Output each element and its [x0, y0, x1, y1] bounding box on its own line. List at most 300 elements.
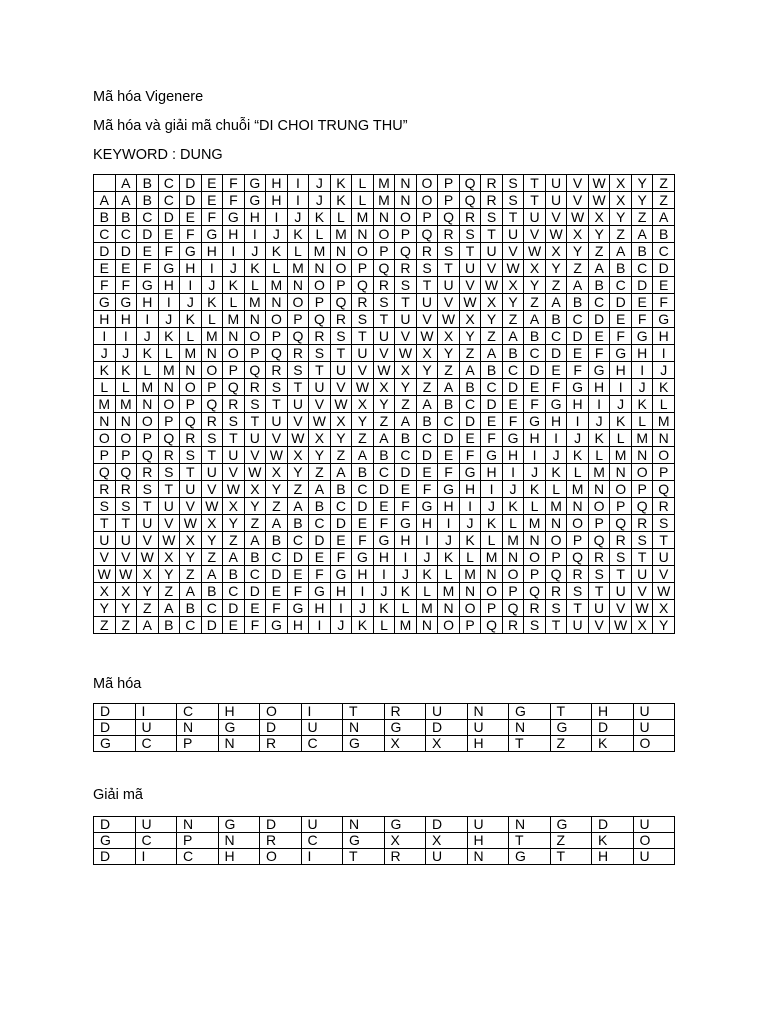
table-cell: Z — [158, 583, 180, 600]
table-cell: G — [395, 515, 417, 532]
table-row — [94, 617, 675, 634]
column-header-cell: K — [330, 175, 352, 192]
table-cell: P — [177, 736, 219, 752]
table-cell: X — [309, 430, 331, 447]
table-cell: D — [201, 617, 223, 634]
table-cell: K — [545, 464, 567, 481]
table-cell: M — [309, 243, 331, 260]
table-cell: Z — [459, 345, 481, 362]
table-cell: V — [373, 345, 395, 362]
table-cell: D — [260, 720, 302, 736]
table-cell: X — [524, 260, 546, 277]
column-header-cell: M — [373, 175, 395, 192]
table-cell: K — [653, 379, 675, 396]
table-cell: T — [115, 515, 137, 532]
table-cell: A — [567, 277, 589, 294]
table-cell: W — [287, 430, 309, 447]
table-row — [94, 277, 675, 294]
table-cell: P — [223, 362, 245, 379]
table-cell: S — [115, 498, 137, 515]
table-cell: C — [330, 498, 352, 515]
table-cell: M — [438, 583, 460, 600]
table-cell: J — [223, 260, 245, 277]
table-cell: R — [631, 515, 653, 532]
table-cell: K — [395, 583, 417, 600]
table-cell: S — [653, 515, 675, 532]
table-cell: Y — [653, 617, 675, 634]
table-cell: U — [567, 617, 589, 634]
table-cell: H — [610, 362, 632, 379]
table-cell: G — [352, 549, 374, 566]
table-cell: R — [459, 209, 481, 226]
table-cell: E — [352, 515, 374, 532]
table-cell: F — [201, 209, 223, 226]
column-header-cell: F — [223, 175, 245, 192]
table-cell: K — [115, 362, 137, 379]
table-cell: Y — [524, 277, 546, 294]
table-cell: A — [588, 260, 610, 277]
table-cell: U — [502, 226, 524, 243]
table-cell: K — [524, 481, 546, 498]
table-cell: Y — [287, 464, 309, 481]
table-cell: E — [545, 362, 567, 379]
row-header-cell: H — [94, 311, 116, 328]
table-cell: T — [352, 328, 374, 345]
table-cell: G — [218, 720, 260, 736]
table-cell: T — [502, 209, 524, 226]
table-cell: U — [158, 498, 180, 515]
table-cell: B — [481, 362, 503, 379]
table-row — [94, 209, 675, 226]
table-cell: O — [309, 277, 331, 294]
table-cell: V — [481, 260, 503, 277]
table-cell: O — [633, 736, 675, 752]
table-cell: Q — [115, 464, 137, 481]
table-cell: O — [395, 209, 417, 226]
table-cell: C — [115, 226, 137, 243]
table-cell: I — [416, 532, 438, 549]
table-cell: Y — [588, 226, 610, 243]
table-cell: H — [218, 704, 260, 720]
table-cell: S — [373, 294, 395, 311]
row-header-cell: X — [94, 583, 116, 600]
table-cell: T — [266, 396, 288, 413]
table-cell: A — [373, 430, 395, 447]
table-cell: N — [481, 566, 503, 583]
table-cell: Z — [588, 243, 610, 260]
table-cell: U — [545, 192, 567, 209]
table-cell: V — [631, 583, 653, 600]
table-cell: I — [395, 549, 417, 566]
table-cell: V — [438, 294, 460, 311]
table-cell: J — [287, 209, 309, 226]
table-cell: J — [631, 379, 653, 396]
table-cell: F — [545, 379, 567, 396]
table-cell: C — [631, 260, 653, 277]
table-cell: R — [395, 260, 417, 277]
table-cell: S — [438, 243, 460, 260]
table-cell: E — [309, 549, 331, 566]
table-cell: R — [352, 294, 374, 311]
table-cell: O — [244, 328, 266, 345]
table-cell: Y — [459, 328, 481, 345]
table-cell: N — [309, 260, 331, 277]
table-cell: D — [94, 849, 136, 865]
table-cell: G — [384, 817, 426, 833]
table-cell: D — [94, 704, 136, 720]
table-cell: W — [653, 583, 675, 600]
table-cell: P — [201, 379, 223, 396]
table-cell: S — [395, 277, 417, 294]
table-cell: C — [301, 833, 343, 849]
table-cell: C — [545, 328, 567, 345]
table-cell: X — [330, 413, 352, 430]
table-cell: L — [481, 532, 503, 549]
table-cell: B — [115, 209, 137, 226]
table-cell: M — [201, 328, 223, 345]
table-cell: I — [631, 362, 653, 379]
table-row — [94, 430, 675, 447]
table-cell: M — [610, 447, 632, 464]
table-cell: D — [266, 566, 288, 583]
table-cell: P — [395, 226, 417, 243]
table-cell: S — [352, 311, 374, 328]
table-cell: X — [201, 515, 223, 532]
table-cell: L — [588, 447, 610, 464]
table-cell: W — [266, 447, 288, 464]
table-cell: J — [115, 345, 137, 362]
table-cell: V — [266, 430, 288, 447]
table-cell: O — [287, 294, 309, 311]
column-header-cell: U — [545, 175, 567, 192]
table-cell: J — [416, 549, 438, 566]
table-cell: C — [438, 413, 460, 430]
table-cell: Q — [588, 532, 610, 549]
table-cell: R — [384, 704, 426, 720]
table-cell: D — [502, 379, 524, 396]
table-cell: O — [416, 192, 438, 209]
table-cell: I — [115, 328, 137, 345]
table-cell: I — [201, 260, 223, 277]
table-cell: S — [631, 532, 653, 549]
table-cell: P — [610, 498, 632, 515]
table-cell: D — [352, 498, 374, 515]
table-cell: Z — [115, 617, 137, 634]
table-cell: A — [352, 447, 374, 464]
table-cell: C — [588, 294, 610, 311]
table-cell: U — [135, 720, 177, 736]
table-cell: O — [373, 226, 395, 243]
table-cell: B — [395, 430, 417, 447]
table-cell: V — [416, 311, 438, 328]
table-cell: E — [330, 532, 352, 549]
table-cell: Y — [373, 396, 395, 413]
table-cell: Y — [438, 345, 460, 362]
table-cell: Y — [330, 430, 352, 447]
table-cell: L — [223, 294, 245, 311]
table-cell: V — [545, 209, 567, 226]
table-cell: X — [545, 243, 567, 260]
table-cell: G — [509, 849, 551, 865]
table-cell: J — [330, 617, 352, 634]
table-cell: V — [459, 277, 481, 294]
table-cell: G — [94, 833, 136, 849]
table-cell: D — [158, 209, 180, 226]
table-cell: J — [610, 396, 632, 413]
table-cell: U — [588, 600, 610, 617]
table-cell: P — [631, 481, 653, 498]
table-cell: T — [545, 617, 567, 634]
table-cell: D — [481, 396, 503, 413]
table-cell: B — [180, 600, 202, 617]
table-cell: F — [631, 311, 653, 328]
table-row — [94, 464, 675, 481]
table-cell: L — [524, 498, 546, 515]
table-cell: X — [180, 532, 202, 549]
table-cell: F — [481, 430, 503, 447]
table-cell: O — [158, 396, 180, 413]
table-cell: P — [287, 311, 309, 328]
table-cell: W — [395, 345, 417, 362]
table-cell: D — [459, 413, 481, 430]
table-cell: P — [438, 192, 460, 209]
table-cell: L — [137, 362, 159, 379]
table-cell: P — [545, 549, 567, 566]
table-cell: H — [467, 736, 509, 752]
table-cell: F — [524, 396, 546, 413]
table-cell: S — [567, 583, 589, 600]
table-cell: Q — [502, 600, 524, 617]
column-header-cell: J — [309, 175, 331, 192]
table-cell: F — [244, 617, 266, 634]
table-cell: Q — [653, 481, 675, 498]
table-cell: H — [592, 849, 634, 865]
table-cell: X — [567, 226, 589, 243]
table-row — [94, 532, 675, 549]
table-cell: V — [610, 600, 632, 617]
table-cell: I — [653, 345, 675, 362]
table-cell: R — [137, 464, 159, 481]
table-cell: J — [545, 447, 567, 464]
table-cell: P — [244, 345, 266, 362]
table-cell: C — [180, 617, 202, 634]
table-cell: M — [588, 464, 610, 481]
table-cell: D — [180, 192, 202, 209]
table-cell: C — [416, 430, 438, 447]
table-cell: A — [137, 617, 159, 634]
table-cell: G — [509, 704, 551, 720]
table-cell: A — [438, 379, 460, 396]
table-cell: L — [502, 515, 524, 532]
table-cell: D — [330, 515, 352, 532]
table-cell: Y — [352, 413, 374, 430]
table-cell: V — [502, 243, 524, 260]
table-cell: P — [653, 464, 675, 481]
table-cell: D — [631, 277, 653, 294]
table-cell: K — [309, 209, 331, 226]
table-cell: B — [158, 617, 180, 634]
table-cell: L — [287, 243, 309, 260]
table-cell: X — [223, 498, 245, 515]
table-cell: D — [567, 328, 589, 345]
table-cell: K — [266, 243, 288, 260]
table-cell: E — [201, 192, 223, 209]
table-cell: Y — [502, 294, 524, 311]
table-cell: U — [395, 311, 417, 328]
table-cell: T — [610, 566, 632, 583]
table-cell: F — [610, 328, 632, 345]
table-row — [94, 736, 675, 752]
table-cell: O — [115, 430, 137, 447]
table-cell: A — [416, 396, 438, 413]
table-cell: O — [330, 260, 352, 277]
table-cell: S — [180, 447, 202, 464]
table-cell: J — [180, 294, 202, 311]
table-cell: D — [137, 226, 159, 243]
table-cell: U — [352, 345, 374, 362]
table-cell: E — [459, 430, 481, 447]
table-cell: G — [438, 481, 460, 498]
table-cell: W — [373, 362, 395, 379]
table-cell: F — [158, 243, 180, 260]
table-row — [94, 600, 675, 617]
table-cell: I — [244, 226, 266, 243]
table-cell: U — [244, 430, 266, 447]
table-cell: Q — [330, 294, 352, 311]
table-cell: D — [524, 362, 546, 379]
table-cell: N — [137, 396, 159, 413]
table-cell: N — [509, 720, 551, 736]
table-row — [94, 379, 675, 396]
table-cell: U — [287, 396, 309, 413]
table-cell: E — [180, 209, 202, 226]
table-cell: T — [509, 833, 551, 849]
table-cell: Z — [309, 464, 331, 481]
table-cell: V — [137, 532, 159, 549]
table-cell: P — [459, 617, 481, 634]
table-cell: I — [223, 243, 245, 260]
table-cell: O — [524, 549, 546, 566]
table-cell: U — [373, 328, 395, 345]
table-cell: G — [545, 396, 567, 413]
table-cell: G — [416, 498, 438, 515]
table-cell: W — [610, 617, 632, 634]
table-cell: D — [426, 720, 468, 736]
column-header-cell: C — [158, 175, 180, 192]
table-cell: Z — [352, 430, 374, 447]
table-cell: W — [416, 328, 438, 345]
table-cell: W — [481, 277, 503, 294]
table-cell: R — [653, 498, 675, 515]
table-cell: S — [137, 481, 159, 498]
row-header-cell: M — [94, 396, 116, 413]
table-cell: N — [330, 243, 352, 260]
table-cell: N — [610, 464, 632, 481]
table-row — [94, 345, 675, 362]
table-cell: Z — [438, 362, 460, 379]
table-cell: W — [588, 192, 610, 209]
table-cell: F — [567, 362, 589, 379]
table-cell: R — [266, 362, 288, 379]
table-cell: F — [438, 464, 460, 481]
table-cell: G — [373, 532, 395, 549]
table-cell: X — [481, 294, 503, 311]
table-cell: L — [201, 311, 223, 328]
table-cell: U — [137, 515, 159, 532]
table-row — [94, 260, 675, 277]
table-cell: A — [610, 243, 632, 260]
table-cell: K — [201, 294, 223, 311]
table-cell: M — [180, 345, 202, 362]
table-cell: G — [287, 600, 309, 617]
table-cell: G — [309, 583, 331, 600]
table-cell: W — [309, 413, 331, 430]
table-cell: H — [481, 464, 503, 481]
table-cell: I — [266, 209, 288, 226]
table-cell: M — [545, 498, 567, 515]
table-cell: N — [588, 481, 610, 498]
table-cell: S — [244, 396, 266, 413]
table-cell: R — [260, 833, 302, 849]
table-cell: M — [395, 617, 417, 634]
table-cell: M — [223, 311, 245, 328]
table-cell: E — [137, 243, 159, 260]
table-cell: G — [610, 345, 632, 362]
table-row — [94, 583, 675, 600]
table-cell: R — [287, 345, 309, 362]
table-cell: A — [653, 209, 675, 226]
table-cell: U — [633, 817, 675, 833]
table-cell: R — [223, 396, 245, 413]
table-cell: R — [416, 243, 438, 260]
table-cell: D — [223, 600, 245, 617]
table-cell: L — [373, 617, 395, 634]
table-cell: L — [158, 345, 180, 362]
table-cell: R — [115, 481, 137, 498]
table-cell: N — [177, 720, 219, 736]
table-cell: Q — [287, 328, 309, 345]
table-cell: D — [260, 817, 302, 833]
table-cell: I — [330, 600, 352, 617]
table-cell: O — [352, 243, 374, 260]
table-cell: Q — [180, 413, 202, 430]
table-cell: X — [158, 549, 180, 566]
table-cell: O — [459, 600, 481, 617]
vigenere-table — [93, 174, 675, 634]
encrypt-table — [93, 703, 675, 752]
table-cell: Y — [137, 583, 159, 600]
table-cell: R — [330, 311, 352, 328]
table-cell: P — [180, 396, 202, 413]
table-cell: R — [309, 328, 331, 345]
table-cell: X — [610, 192, 632, 209]
table-cell: P — [524, 566, 546, 583]
table-cell: V — [352, 362, 374, 379]
table-cell: T — [550, 849, 592, 865]
table-cell: T — [416, 277, 438, 294]
table-cell: Q — [158, 430, 180, 447]
table-cell: U — [330, 362, 352, 379]
table-cell: C — [352, 481, 374, 498]
table-cell: S — [309, 345, 331, 362]
table-cell: M — [330, 226, 352, 243]
table-cell: M — [567, 481, 589, 498]
table-cell: U — [459, 260, 481, 277]
table-cell: P — [352, 260, 374, 277]
table-cell: H — [416, 515, 438, 532]
table-cell: G — [567, 379, 589, 396]
row-header-cell: I — [94, 328, 116, 345]
